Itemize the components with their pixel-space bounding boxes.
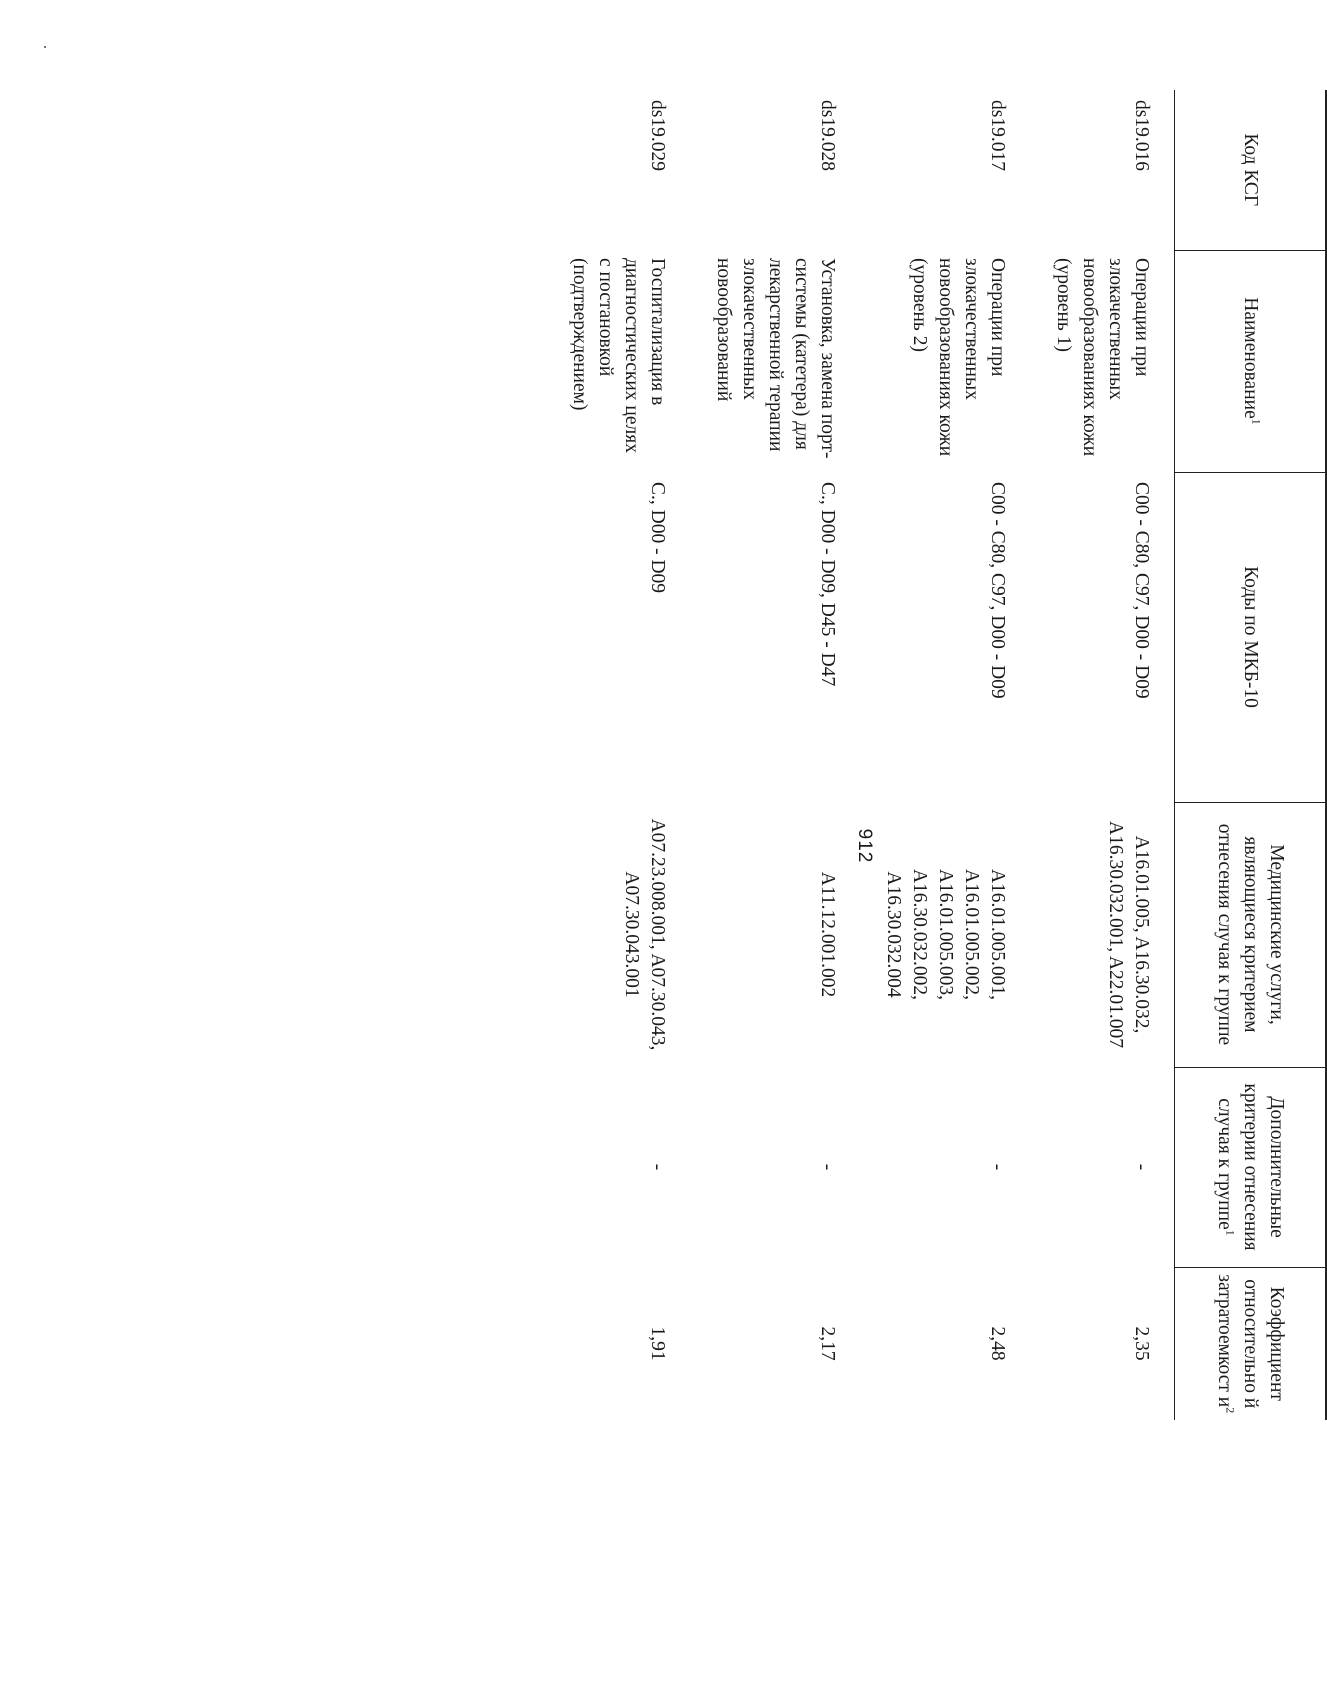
header-services: Медицинские услуги, являющиеся критерием отнесения случая к группе — [1175, 802, 1327, 1067]
header-icd: Коды по МКБ-10 — [1175, 472, 1327, 802]
table-row — [690, 90, 860, 1420]
cell-additional: - — [987, 1163, 1008, 1171]
cell-code: ds19.016 — [1131, 100, 1152, 171]
page-number: 912 — [854, 828, 875, 864]
cell-services: A16.01.005.001, A16.01.005.002, A16.01.005.003, A16.30.032.002, A16.30.032.004 — [883, 868, 1008, 1001]
table-row — [546, 90, 690, 1420]
cell-code: ds19.029 — [647, 100, 668, 171]
table-header-row — [1175, 90, 1327, 1420]
cell-icd: C00 - C80, C97, D00 - D09 — [987, 482, 1008, 699]
cell-icd: C., D00 - D09, D45 - D47 — [817, 482, 838, 687]
cell-services: A07.23.008.001, A07.30.043, A07.30.043.001 — [621, 818, 668, 1051]
header-code: Код КСГ — [1175, 90, 1327, 250]
ksg-table — [546, 90, 1327, 1420]
cell-name: Операции при злокачественных новообразованиях кожи (уровень 1) — [1053, 258, 1152, 457]
cell-name: Операции при злокачественных новообразованиях кожи (уровень 2) — [909, 258, 1008, 457]
cell-name: Госпитализация в диагностических целях с постановкой (подтверждением) — [569, 258, 668, 453]
header-additional: Дополнительные критерии отнесения случая к группе$^1$ — [1175, 1067, 1327, 1267]
header-coefficient: Коэффициент относительно й затратоемкост $и^2$ — [1175, 1267, 1327, 1420]
cell-coefficient: 2,35 — [1131, 1326, 1152, 1361]
cell-services: A16.01.005, A16.30.032, A16.30.032.001, A22.01.007 — [1105, 821, 1152, 1048]
cell-icd: C., D00 - D09 — [647, 482, 668, 594]
header-name: Наименование$^1$ — [1175, 250, 1327, 472]
cell-services: A11.12.001.002 — [817, 871, 838, 998]
table-row — [1030, 90, 1175, 1420]
cell-name: Установка, замена порт-системы (катетера) для лекарственной терапии злокачественных новообразований — [713, 258, 838, 459]
cell-additional: - — [1131, 1163, 1152, 1171]
cell-additional: - — [817, 1163, 838, 1171]
cell-icd: C00 - C80, C97, D00 - D09 — [1131, 482, 1152, 699]
cell-code: ds19.028 — [817, 100, 838, 171]
cell-coefficient: 1,91 — [647, 1326, 668, 1361]
table-row — [860, 90, 1030, 1420]
rotated-table-wrapper — [337, 90, 1327, 1625]
scan-speck — [44, 46, 46, 48]
cell-code: ds19.017 — [987, 100, 1008, 171]
ksg-table-container — [546, 90, 1327, 1420]
cell-additional: - — [647, 1163, 668, 1171]
cell-coefficient: 2,48 — [987, 1326, 1008, 1361]
cell-coefficient: 2,17 — [817, 1326, 838, 1361]
